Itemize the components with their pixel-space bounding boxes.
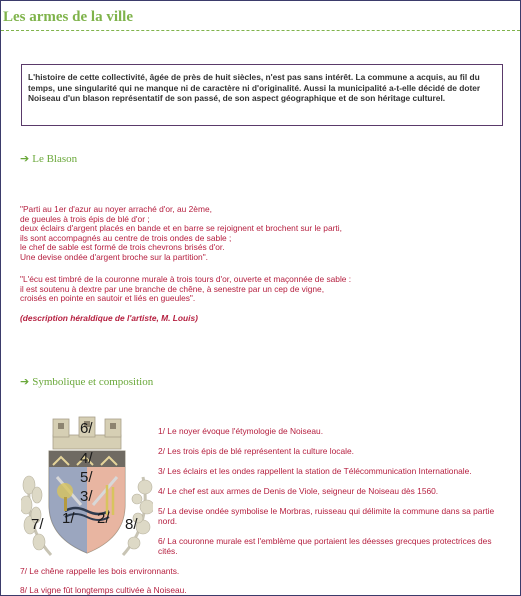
page-title: Les armes de la ville [3, 9, 133, 25]
blason-line: "Parti au 1er d'azur au noyer arraché d'or, au 2ème, [20, 204, 212, 214]
list-item: 1/ Le noyer évoque l'étymologie de Noiseau. [158, 426, 324, 436]
list-item: 4/ Le chef est aux armes de Denis de Viole, seigneur de Noiseau dès 1560. [158, 486, 439, 496]
arrow-right-icon: ➔ [20, 375, 30, 388]
blason-line: Une devise ondée d'argent broche sur la partition". [20, 251, 209, 262]
blason-description [20, 205, 500, 263]
blason-timbre-description [20, 275, 500, 304]
list-item: 8/ La vigne fût longtemps cultivée à Noiseau. [20, 585, 187, 595]
list-item: 2/ Les trois épis de blé représentent la culture locale. [158, 446, 354, 456]
section-heading-symbolique [20, 375, 153, 388]
blason-line: le chef de sable est formé de trois chevrons brisés d'or. [20, 242, 225, 253]
list-item: 3/ Les éclairs et les ondes rappellent la station de Télécommunication Internationale. [158, 466, 472, 476]
crest-label: 4/ [80, 450, 93, 467]
crest-label: 7/ [31, 516, 44, 533]
section-heading-label: Symbolique et composition [32, 376, 154, 388]
blason-line: ils sont accompagnés au centre de trois ondes de sable ; [20, 232, 232, 243]
blason-line: il est soutenu à dextre par une branche de chêne, à senestre par un cep de vigne, [20, 283, 325, 294]
artist-credit: (description héraldique de l'artiste, M. Louis) [20, 313, 198, 323]
list-item: 6/ La couronne murale est l'emblème que portaient les déesses grecques protectrices des cités. [158, 536, 492, 556]
crest-label: 6/ [80, 420, 93, 437]
crest-label: 3/ [80, 488, 93, 505]
blason-line: "L'écu est timbré de la couronne murale à trois tours d'or, ouverte et maçonnée de sable : [20, 274, 352, 284]
crest-label: 1/ [62, 510, 75, 527]
blason-line: de gueules à trois épis de blé d'or ; [20, 213, 150, 224]
blason-line: croisés en pointe en sautoir et liés en gueules". [20, 293, 196, 304]
arrow-right-icon: ➔ [20, 152, 30, 165]
list-item: 7/ Le chêne rappelle les bois environnants. [20, 566, 180, 576]
section-heading-blason [20, 152, 77, 165]
title-divider [1, 30, 520, 31]
list-item: 5/ La devise ondée symbolise le Morbras, ruisseau qui délimite la commune dans sa partie nord. [158, 506, 495, 526]
intro-box [21, 64, 503, 126]
section-heading-label: Le Blason [32, 153, 78, 165]
blason-line: deux éclairs d'argent placés en bande et en barre se rejoignent et brochent sur le parti, [20, 223, 342, 234]
crest-label: 2/ [97, 510, 110, 527]
intro-text: L'histoire de cette collectivité, âgée de près de huit siècles, n'est pas sans intérêt. La commune a acquis, au fil du temps, une singularité qui ne manque ni de caractère ni d'originalité. Aussi la municipalité a-t-elle décidé de doter Noiseau d'un blason représentatif de son passé, de son aspect géographique et de son héritage culturel. [28, 72, 481, 104]
crest-label: 5/ [80, 469, 93, 486]
coat-of-arms-image [21, 415, 153, 559]
crest-label: 8/ [125, 516, 138, 533]
